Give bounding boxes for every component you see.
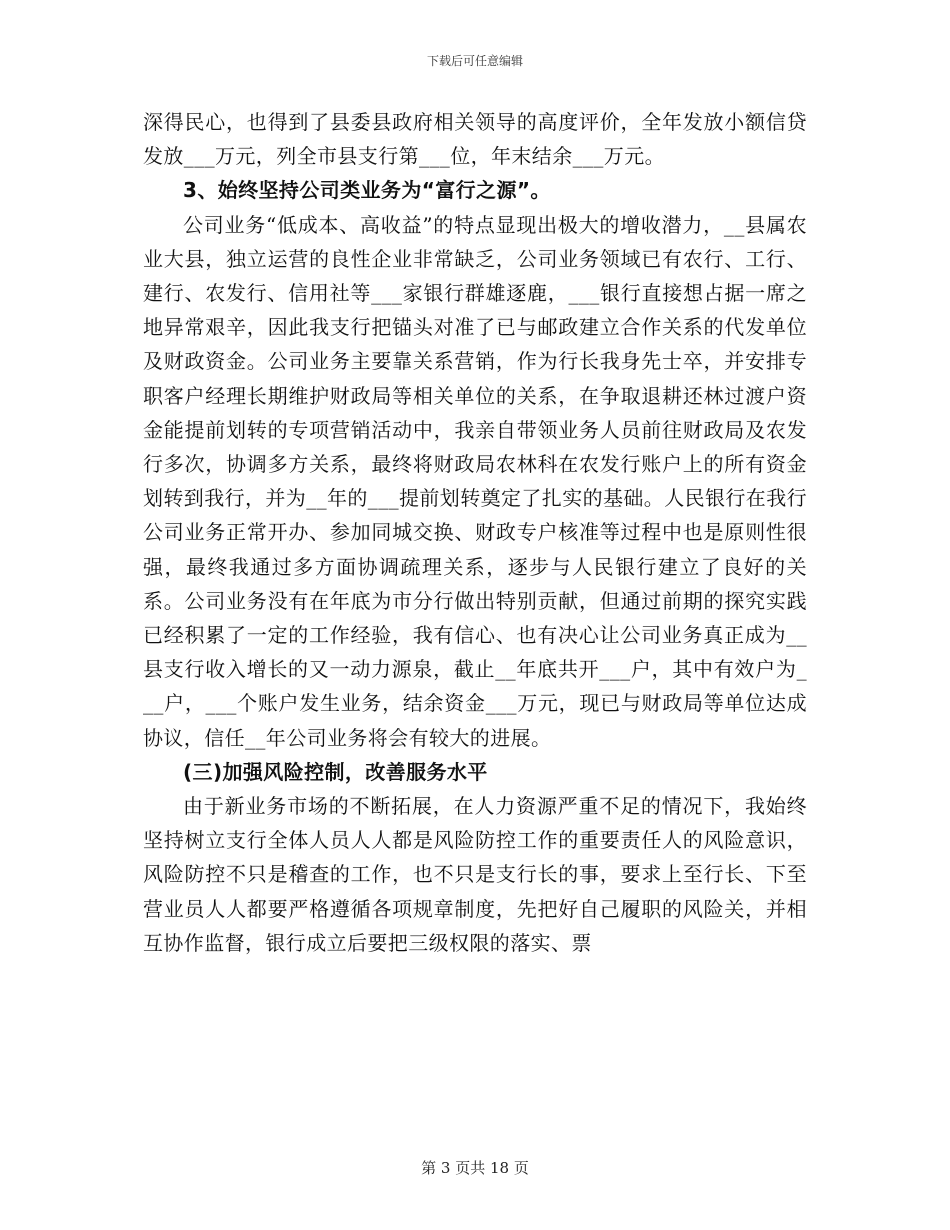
page-header: 下载后可任意编辑 [426,54,523,68]
section-heading-corporate-business: 3、始终坚持公司类业务为“富行之源”。 [183,178,551,203]
paragraph-continuation: 深得民心，也得到了县委县政府相关领导的高度评价，全年发放小额信贷发放___万元，列全市县支行第___位，年末结余___万元。 [143,110,807,169]
page-number-footer: 第 3 页共 18 页 [421,1159,529,1177]
paragraph-risk-control: 由于新业务市场的不断拓展，在人力资源严重不足的情况下，我始终坚持树立支行全体人员人人都是风险防控工作的重要责任人的风险意识，风险防控不只是稽查的工作，也不只是支行长的事，要求上至行长、下至营业员人人都要严格遵循各项规章制度，先把好自己履职的风险关，并相互协作监督，银行成立后要把三级权限的落实、票 [143,794,807,955]
section-heading-risk-control: (三)加强风险控制，改善服务水平 [183,759,488,784]
document-body [143,105,807,960]
paragraph-corporate-business: 公司业务“低成本、高收益”的特点显现出极大的增收潜力，__县属农业大县，独立运营的良性企业非常缺乏，公司业务领域已有农行、工行、建行、农发行、信用社等___家银行群雄逐鹿，___银行直接想占据一席之地异常艰辛，因此我支行把锚头对准了已与邮政建立合作关系的代发单位及财政资金。公司业务主要靠关系营销，作为行长我身先士卒，并安排专职客户经理长期维护财政局等相关单位的关系，在争取退耕还林过渡户资金能提前划转的专项营销活动中，我亲自带领业务人员前往财政局及农发行多次，协调多方关系，最终将财政局农林科在农发行账户上的所有资金划转到我行，并为__年的___提前划转奠定了扎实的基础。人民银行在我行公司业务正常开办、参加同城交换、财政专户核准等过程中也是原则性很强，最终我通过多方面协调疏理关系，逐步与人民银行建立了良好的关系。公司业务没有在年底为市分行做出特别贡献，但通过前期的探究实践已经积累了一定的工作经验，我有信心、也有决心让公司业务真正成为__县支行收入增长的又一动力源泉，截止__年底共开___户，其中有效户为___户，___个账户发生业务，结余资金___万元，现已与财政局等单位达成协议，信任__年公司业务将会有较大的进展。 [143,212,807,750]
